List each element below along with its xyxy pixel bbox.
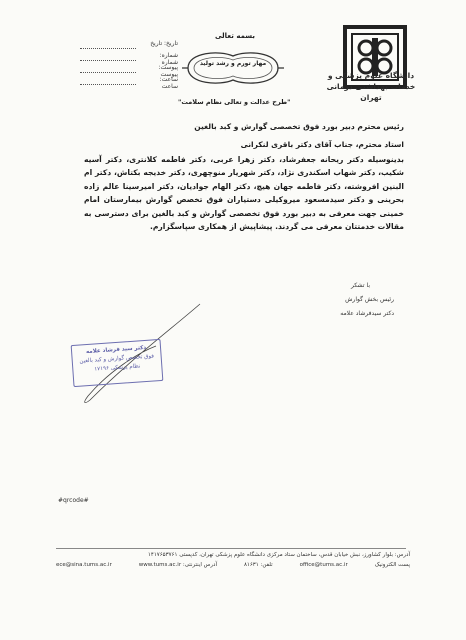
slogan-frame-icon: [180, 46, 286, 90]
footer-divider: [56, 548, 406, 549]
footer-email[interactable]: ece@sina.tums.ac.ir: [56, 562, 112, 568]
letter-body: بدینوسیله دکتر ریحانه جعفرشاد، دکتر زهرا عربی، دکتر فاطمه کلانتری، دکتر آسیه شکیب، دکتر شهاب اسکندری نژاد، دکتر شهریار منوچهری، دکتر خدیجه بکتاش، دکتر ام البنین افروشته، دکتر فاطمه جهان هیچ، دکتر الهام جوادیان، دکتر امیرسینا عالم زاده بحرینی و دکتر سیدمسعود میروکیلی دستیاران فوق تخصص گوارش بیمارستان امام خمینی جهت معرفی به دبیر بورد فوق تخصصی گوارش و کبد بالغین برای دسترسی به مقالات خدمتتان معرفی می گردند. پیشاپیش از همکاری سپاسگزارم.: [84, 155, 404, 232]
official-stamp: [71, 339, 164, 387]
attachment-label: پیوست: پیوست: [158, 64, 178, 78]
time-line: [80, 83, 136, 85]
number-label: شماره: شماره: [159, 52, 178, 66]
attachment-line: [80, 71, 136, 73]
stamp-line-3: نظام پزشکی ۱۷۱۹۶: [94, 363, 141, 373]
footer-office-email[interactable]: office@tums.ac.ir: [299, 562, 348, 568]
slogan-text: مهار تورم و رشد تولید: [199, 60, 267, 67]
recipient-line: رئیس محترم دبیر بورد فوق تخصصی گوارش و کبد بالغین: [194, 122, 404, 131]
footer-contacts: [56, 562, 410, 568]
number-line: [80, 59, 136, 61]
date-line: [80, 47, 136, 49]
bismillah-heading: بسمه تعالی: [214, 32, 256, 40]
footer-office-label: پست الکترونیک: [374, 562, 410, 568]
plan-title: "طرح عدالت و تعالی نظام سلامت": [178, 98, 291, 106]
footer-phone: تلفن: ۸۱۶۳۱: [243, 562, 273, 568]
footer-website[interactable]: آدرس اینترنتی: www.tums.ac.ir: [138, 562, 217, 568]
signature-name: دکتر سیدفرشاد علامه: [340, 310, 394, 317]
footer-address: آدرس: بلوار کشاورز، نبش خیابان قدس، ساختمان ستاد مرکزی دانشگاه علوم پزشکی تهران، کدپستی ۱۴۱۷۶۵۳۷۶۱: [147, 552, 410, 558]
university-name: دانشگاه علوم پزشکی و خدمات بهداشتی درمانی تهران: [326, 71, 416, 102]
stamp-line-2: فوق تخصص گوارش و کبد بالغین: [79, 353, 155, 365]
signature-thanks: با تشکر: [350, 282, 370, 289]
qrcode-placeholder: #qrcode#: [58, 497, 89, 504]
date-label: تاریخ: تاریخ: [150, 40, 178, 47]
time-label: ساعت: ساعت: [159, 76, 178, 90]
signature-title: رئیس بخش گوارش: [345, 296, 394, 303]
stamp-line-1: دکتر سید فرشاد علامه: [85, 344, 147, 356]
salutation-line: استاد محترم، جناب آقای دکتر باقری لنکرانی: [240, 140, 404, 149]
